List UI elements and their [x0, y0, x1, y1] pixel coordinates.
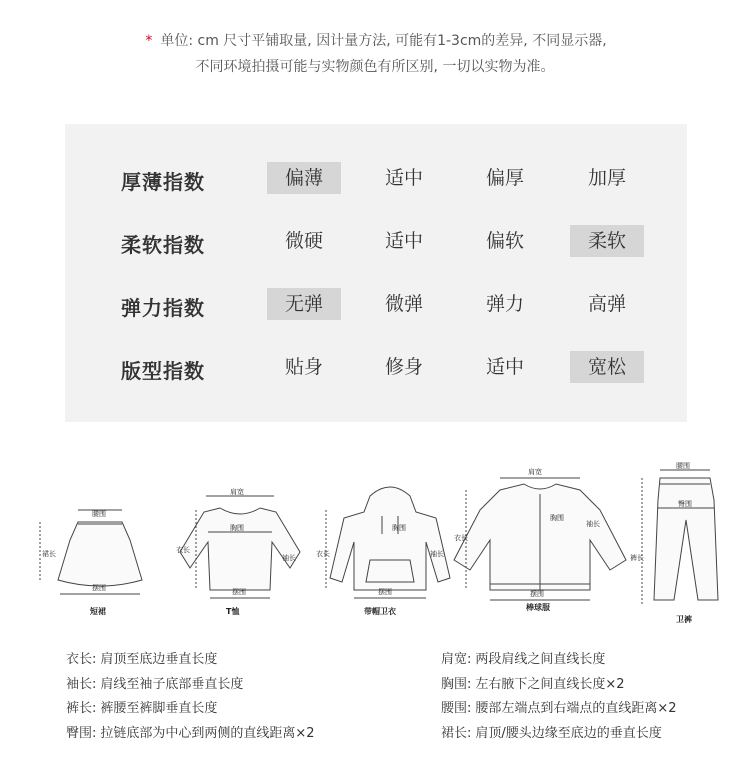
index-row-fit [65, 351, 687, 391]
index-option: 贴身 [284, 356, 323, 378]
garment-label: 肩宽 [528, 468, 542, 476]
index-label: 版型指数 [121, 359, 205, 383]
garment-label: 摆围 [232, 588, 246, 596]
index-row-thickness [65, 162, 687, 202]
garment-label: 衣长 [454, 534, 468, 542]
garment-label: 袖长 [586, 520, 600, 528]
garment-label: 肩宽 [230, 488, 244, 496]
baseball-jacket-diagram [454, 478, 626, 600]
index-label: 弹力指数 [121, 296, 205, 320]
garment-label: 臀围 [678, 500, 692, 508]
garment-diagram-svg [30, 460, 730, 640]
index-option: 宽松 [570, 351, 644, 383]
index-option: 加厚 [587, 167, 626, 189]
definition-item: 裙长 : 肩顶/腰头边缘至底边的垂直长度 [441, 722, 677, 747]
notice-line-1: 单位: cm 尺寸平铺取量, 因计量方法, 可能有1-3cm的差异, 不同显示器, [160, 33, 607, 49]
definition-item: 肩宽 : 两段肩线之间直线长度 [441, 648, 677, 673]
index-option: 高弹 [587, 293, 626, 315]
index-label: 厚薄指数 [121, 170, 205, 194]
index-option: 微硬 [284, 230, 323, 252]
garment-name: 短裙 [90, 607, 106, 616]
garment-label: 胸围 [230, 524, 244, 532]
tshirt-diagram [180, 496, 300, 598]
garment-label: 裙长 [42, 550, 56, 558]
garment-name: 卫裤 [676, 615, 692, 624]
index-option: 偏薄 [267, 162, 341, 194]
garment-label: 摆围 [378, 588, 392, 596]
index-option: 柔软 [570, 225, 644, 257]
garment-label: 腰围 [676, 462, 690, 470]
hoodie-diagram [326, 487, 450, 598]
index-option: 适中 [384, 230, 423, 252]
index-option: 适中 [384, 167, 423, 189]
garment-label: 腰围 [92, 510, 106, 518]
garment-label: 袖长 [282, 554, 296, 562]
garment-label: 摆围 [92, 584, 106, 592]
index-option: 无弹 [267, 288, 341, 320]
definition-item: 臀围 : 拉链底部为中心到两侧的直线距离×2 [66, 722, 315, 747]
index-label: 柔软指数 [121, 233, 205, 257]
fabric-index-panel [65, 124, 687, 422]
garment-label: 衣长 [316, 550, 330, 558]
asterisk-icon: * [145, 33, 153, 49]
measurement-definitions-left [66, 648, 315, 746]
index-option: 偏软 [485, 230, 524, 252]
index-option: 偏厚 [485, 167, 524, 189]
index-option: 弹力 [485, 293, 524, 315]
definition-item: 胸围 : 左右腋下之间直线长度×2 [441, 673, 677, 698]
garment-name: 棒球服 [526, 603, 550, 612]
notice-line-2: 不同环境拍摄可能与实物颜色有所区别, 一切以实物为准。 [195, 59, 555, 75]
garment-label: 裤长 [630, 554, 644, 562]
garment-name: T恤 [226, 607, 240, 616]
index-row-elasticity [65, 288, 687, 328]
index-row-softness [65, 225, 687, 265]
definition-item: 裤长 : 裤腰至裤脚垂直长度 [66, 697, 315, 722]
garment-name: 带帽卫衣 [364, 607, 396, 616]
index-option: 适中 [485, 356, 524, 378]
garment-label: 袖长 [430, 550, 444, 558]
jogger-pants-diagram [642, 470, 718, 604]
index-option: 微弹 [384, 293, 423, 315]
definition-item: 袖长 : 肩线至袖子底部垂直长度 [66, 673, 315, 698]
index-option: 修身 [384, 356, 423, 378]
measurement-definitions-right [441, 648, 677, 746]
garment-label: 摆围 [530, 590, 544, 598]
size-notice [0, 28, 750, 80]
garment-label: 胸围 [550, 514, 564, 522]
garment-label: 胸围 [392, 524, 406, 532]
garment-label: 衣长 [176, 546, 190, 554]
definition-item: 腰围 : 腰部左端点到右端点的直线距离×2 [441, 697, 677, 722]
definition-item: 衣长 : 肩顶至底边垂直长度 [66, 648, 315, 673]
garment-measurement-diagrams [30, 460, 730, 640]
